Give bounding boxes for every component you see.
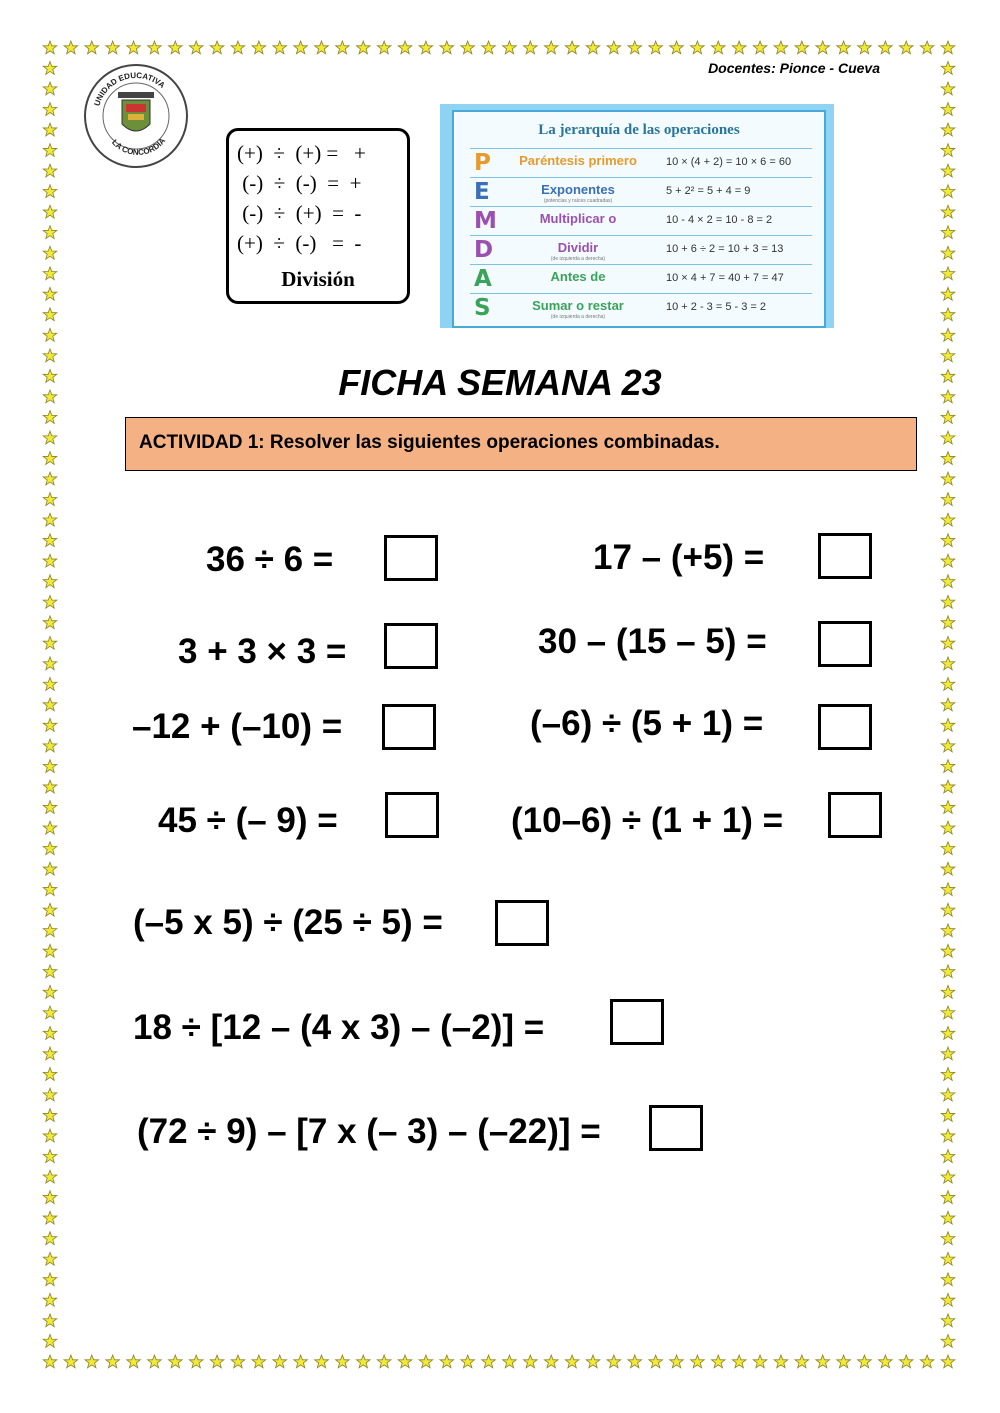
- pemdas-step-name: Exponentes: [541, 182, 615, 197]
- pemdas-letter: P: [474, 150, 491, 176]
- pemdas-step-name: Multiplicar o: [539, 211, 617, 226]
- pemdas-step-note: (de izquierda a derecha): [550, 256, 606, 262]
- answer-box-1[interactable]: [384, 535, 438, 581]
- exercise-1: 36 ÷ 6 =: [206, 540, 334, 579]
- pemdas-example: 5 + 2² = 5 + 4 = 9: [666, 185, 751, 197]
- pemdas-letter: S: [474, 295, 491, 321]
- answer-box-9[interactable]: [495, 900, 549, 946]
- logo-bottom-text: LA CONCORDIA: [110, 136, 168, 158]
- division-rule: (+) ÷ (+) = +: [237, 141, 366, 165]
- answer-box-2[interactable]: [818, 533, 872, 579]
- pemdas-letter: A: [474, 266, 492, 292]
- pemdas-letter: M: [474, 208, 497, 234]
- exercise-11: (72 ÷ 9) – [7 x (– 3) – (–22)] =: [137, 1112, 601, 1151]
- pemdas-step-note: (potencias y raíces cuadradas): [543, 198, 613, 204]
- answer-box-6[interactable]: [818, 704, 872, 750]
- exercise-4: 30 – (15 – 5) =: [538, 622, 767, 661]
- answer-box-3[interactable]: [384, 623, 438, 669]
- division-rules-title: División: [281, 267, 355, 291]
- exercise-9: (–5 x 5) ÷ (25 ÷ 5) =: [133, 903, 443, 942]
- answer-box-10[interactable]: [610, 999, 664, 1045]
- pemdas-example: 10 + 6 ÷ 2 = 10 + 3 = 13: [666, 243, 784, 255]
- exercise-7: 45 ÷ (– 9) =: [158, 801, 338, 840]
- pemdas-example: 10 + 2 - 3 = 5 - 3 = 2: [666, 301, 766, 313]
- answer-box-11[interactable]: [649, 1105, 703, 1151]
- pemdas-letter: E: [474, 179, 490, 205]
- activity-instruction: ACTIVIDAD 1: Resolver las siguientes operaciones combinadas.: [125, 417, 917, 471]
- exercise-8: (10–6) ÷ (1 + 1) =: [511, 801, 784, 840]
- pemdas-example: 10 × 4 + 7 = 40 + 7 = 47: [666, 272, 784, 284]
- pemdas-row: [470, 177, 812, 207]
- logo-top-text: UNIDAD EDUCATIVA: [92, 70, 167, 108]
- answer-box-7[interactable]: [385, 792, 439, 838]
- pemdas-step-name: Dividir: [557, 240, 599, 255]
- pemdas-example: 10 - 4 × 2 = 10 - 8 = 2: [666, 214, 773, 226]
- exercise-3: 3 + 3 × 3 =: [178, 632, 347, 671]
- page-title: FICHA SEMANA 23: [338, 362, 662, 403]
- exercise-5: –12 + (–10) =: [132, 707, 343, 746]
- pemdas-step-note: (de izquierda a derecha): [550, 314, 606, 320]
- division-rule: (-) ÷ (-) = +: [237, 171, 362, 195]
- exercise-10: 18 ÷ [12 – (4 x 3) – (–2)] =: [133, 1008, 545, 1047]
- exercise-2: 17 – (+5) =: [593, 538, 765, 577]
- pemdas-row: [470, 293, 812, 323]
- pemdas-row: [470, 235, 812, 265]
- exercise-6: (–6) ÷ (5 + 1) =: [530, 704, 764, 743]
- pemdas-row: [470, 206, 812, 236]
- pemdas-example: 10 × (4 + 2) = 10 × 6 = 60: [666, 156, 792, 168]
- pemdas-step-name: Paréntesis primero: [519, 153, 637, 168]
- division-rule: (-) ÷ (+) = -: [237, 201, 362, 225]
- pemdas-row: [470, 264, 812, 294]
- pemdas-letter: D: [474, 237, 494, 263]
- answer-box-5[interactable]: [382, 704, 436, 750]
- division-rules-box: [226, 128, 410, 304]
- pemdas-row: [470, 148, 812, 178]
- pemdas-poster: [440, 104, 834, 328]
- school-logo: [82, 62, 190, 170]
- pemdas-title: La jerarquía de las operaciones: [538, 122, 740, 138]
- answer-box-4[interactable]: [818, 621, 872, 667]
- teachers-label: Docentes: Pionce - Cueva: [708, 60, 880, 76]
- division-rule: (+) ÷ (-) = -: [237, 231, 362, 255]
- pemdas-step-name: Antes de: [550, 269, 606, 284]
- pemdas-step-name: Sumar o restar: [532, 298, 624, 313]
- answer-box-8[interactable]: [828, 792, 882, 838]
